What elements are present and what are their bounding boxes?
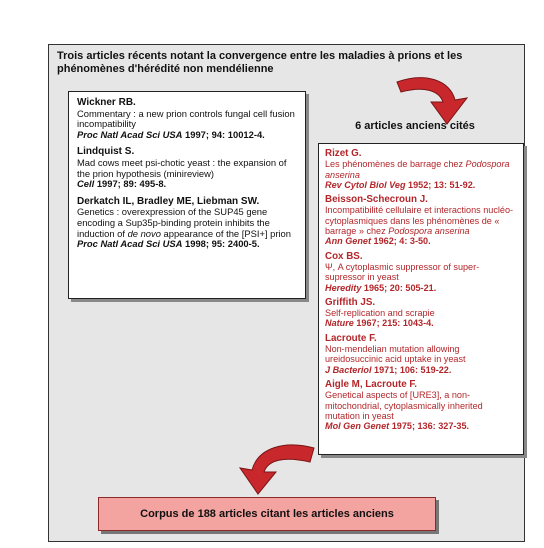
ref-authors: Cox BS. xyxy=(325,250,363,262)
recent-ref xyxy=(77,197,297,250)
ref-citation: Proc Natl Acad Sci USA 1998; 95: 2400-5. xyxy=(77,238,260,250)
ref-citation: Heredity 1965; 20: 505-21. xyxy=(325,282,437,293)
arrow-to-corpus-icon xyxy=(228,440,318,500)
recent-ref xyxy=(77,98,297,140)
ref-citation: Rev Cytol Biol Veg 1952; 13: 51-92. xyxy=(325,179,476,190)
ref-title: Ψ, A cytoplasmic suppressor of super-supressor in yeast xyxy=(325,261,480,283)
ref-title: Genetics : overexpression of the SUP45 gene encoding a Sup35p-binding protein inhibits the induction of de novo appearance of the [PSI+] prion xyxy=(77,206,291,239)
ref-authors: Beisson-Schecroun J. xyxy=(325,194,428,206)
recent-ref xyxy=(77,147,297,189)
ref-authors: Derkatch IL, Bradley ME, Liebman SW. xyxy=(77,195,260,207)
ref-authors: Aigle M, Lacroute F. xyxy=(325,378,417,390)
ref-authors: Lacroute F. xyxy=(325,332,377,344)
old-ref xyxy=(325,252,517,293)
ref-title: Non-mendelian mutation allowing ureidosuccinic acid uptake in yeast xyxy=(325,344,466,365)
ref-citation: J Bacteriol 1971; 106: 519-22. xyxy=(325,364,452,375)
recent-articles-box xyxy=(68,91,306,299)
old-ref xyxy=(325,195,517,246)
ref-title: Self-replication and scrapie xyxy=(325,308,435,319)
old-ref xyxy=(325,334,517,375)
ref-authors: Rizet G. xyxy=(325,148,362,159)
ref-title: Genetical aspects of [URE3], a non-mitochondrial, cytoplasmically inherited mutation in yeast xyxy=(325,390,483,421)
old-ref xyxy=(325,149,517,190)
ref-citation: Ann Genet 1962; 4: 3-50. xyxy=(325,236,431,247)
old-ref xyxy=(325,380,517,431)
ref-authors: Wickner RB. xyxy=(77,97,136,108)
ref-authors: Griffith JS. xyxy=(325,296,376,308)
cited-articles-label: 6 articles anciens cités xyxy=(355,120,475,132)
corpus-box xyxy=(98,497,436,531)
ref-citation: Proc Natl Acad Sci USA 1997; 94: 10012-4. xyxy=(77,128,265,140)
old-ref xyxy=(325,298,517,329)
ref-title: Commentary : a new prion controls fungal cell fusion incompatibility xyxy=(77,107,295,130)
ref-citation: Nature 1967; 215: 1043-4. xyxy=(325,318,434,329)
ref-title: Incompatibilité cellulaire et interactions nucléo-cytoplasmiques dans les phénomènes de « barrage » chez Podospora anserina xyxy=(325,205,514,237)
corpus-label: Corpus de 188 articles citant les articles anciens xyxy=(140,508,394,520)
ref-authors: Lindquist S. xyxy=(77,146,135,158)
ref-citation: Cell 1997; 89: 495-8. xyxy=(77,178,167,190)
ref-title: Les phénomènes de barrage chez Podospora anserina xyxy=(325,159,510,180)
ref-citation: Mol Gen Genet 1975; 136: 327-35. xyxy=(325,421,470,432)
diagram-title: Trois articles récents notant la convergence entre les maladies à prions et les phénomènes d'hérédité non mendélienne xyxy=(57,50,463,75)
old-articles-box xyxy=(318,143,524,455)
ref-title: Mad cows meet psi-chotic yeast : the expansion of the prion hypothesis (minireview) xyxy=(77,156,287,179)
